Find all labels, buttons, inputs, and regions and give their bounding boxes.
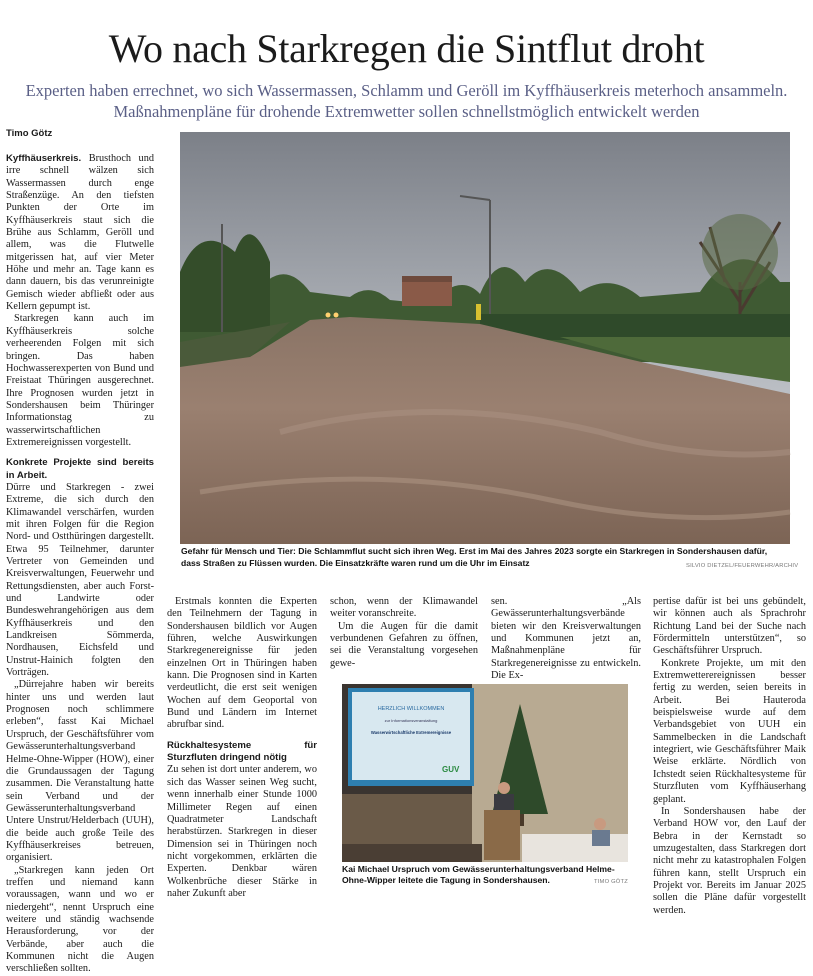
flood-photo	[180, 132, 790, 544]
paragraph: Starkregen kann auch im Kyffhäuserkreis solche verheerenden Folgen mit sich bringen. Das haben Hochwasserexperten von Bund und Freistaat Thüringen ausgerechnet. Ihre Prognosen wurden jetzt in Sondershausen beim Thüringer Informationstag zu wasserwirtschaftlichen Extremereignissen vorgestellt.	[6, 313, 154, 448]
article-column-5	[653, 596, 806, 916]
paragraph: Dürre und Starkregen - zwei Extreme, die sich durch den Klimawandel verschärfen, wurden mit ihren Folgen für die Region Nord- und Ostthüringen dargestellt. Etwa 95 Teilnehmer, darunter Vertreter von Gemeinden und Kreisverwaltungen, Feuerwehr und Rettungsdiensten, aber auch Forst- und Landwirte oder Bundeswehrangehörigen aus dem Kyffhäuserkreis und den Landkreisen Sömmerda, Nordhausen, Eichsfeld und Unstrut-Hainich folgten den Vorträgen.	[6, 481, 154, 679]
article-column-1	[6, 153, 154, 975]
paragraph: Konkrete Projekte, um mit den Extremwetterereignissen besser fertig zu werden, seien bereits in Arbeit. Bei Hauteroda beispielsweise wurde auf dem Verbandsgebiet von UUH ein Sammelbecken in die Landschaft integriert, wie Geschäftsführer Maik Weise erklärte. Nördlich von Ichstedt seien Rückhaltesysteme für Sturzfluten vom Kyffhäuserhang geplant.	[653, 657, 806, 805]
conference-photo-caption: Kai Michael Urspruch vom Gewässerunterhaltungsverband Helme-Ohne-Wipper leitete die Tagung in Sondershausen.	[342, 864, 615, 885]
paragraph: Zu sehen ist dort unter anderem, wo sich das Wasser seinen Weg sucht, wenn innerhalb einer Stunde 1000 Millimeter Regen auf einen Quadratmeter Landschaft herabstürzen. Starkregen in dieser Dimension sei in Thüringen noch nicht vorgekommen, erklärten die Experten. Denkbar wären Wolkenbrüche dieser Stärke in naher Zukunft aber	[167, 764, 317, 899]
flood-photo-credit: SILVIO DIETZEL/FEUERWEHR/ARCHIV	[686, 563, 799, 569]
paragraph: Um die Augen für die damit verbundenen Gefahren zu öffnen, sei die Veranstaltung vorgesehen gewe-	[330, 620, 478, 669]
paragraph: schon, wenn der Klimawandel weiter voranschreite.	[330, 596, 478, 620]
screen-logo: GUV	[442, 765, 460, 774]
article-column-2	[167, 596, 317, 899]
subheading: Konkrete Projekte sind bereits in Arbeit.	[6, 457, 154, 481]
paragraph: In Sondershausen habe der Verband HOW vor, den Lauf der Bebra in der Kernstadt so umzugestalten, dass Starkregen dort nicht mehr zu katastrophalen Folgen führen kann, stellt Urspruch ein Projekt vor. Bereits im Januar 2025 sollen die Pläne dafür vorgestellt werden.	[653, 805, 806, 916]
headline: Wo nach Starkregen die Sintflut droht	[108, 26, 705, 71]
conference-photo	[342, 684, 628, 862]
author-byline: Timo Götz	[6, 128, 53, 139]
screen-topic: Wasserwirtschaftliche Extremereignisse	[370, 730, 452, 735]
paragraph: „Starkregen kann jeden Ort treffen und niemand kann voraussagen, wann und wo er niedergeht“, nennt Urspruch eine weitere und ständig wachsende Herausforderung, vor der Verbände, aber auch die Kommunen nicht die Augen verschließen sollten.	[6, 864, 154, 975]
paragraph: Brusthoch und irre schnell wälzen sich Wassermassen durch enge Straßenzüge. An den tiefsten Punkten der Orte im Kyffhäuserkreis staut sich die Brühe aus Schlamm, Geröll und allem, was die Flutwelle mitgerissen hat, auf vier Meter Höhe und mehr an. Tage kann es dann dauern, bis das verunreinigte Gemisch wieder abfließt oder aus Kellern gepumpt ist.	[6, 153, 154, 313]
article-column-4	[491, 596, 641, 682]
flood-photo-caption: Gefahr für Mensch und Tier: Die Schlammflut sucht sich ihren Weg. Erst im Mai des Jahres 2023 sorgte ein Starkregen in Sondershausen dafür, dass Straßen zu Flüssen wurden. Die Einsatzkräfte waren rund um die Uhr im Einsatz	[181, 546, 768, 568]
paragraph: „Dürrejahre haben wir bereits hinter uns und werden laut Prognosen noch schlimmere erleben“, fasst Kai Michael Urspruch, der Geschäftsführer vom Gewässerunterhaltungsverband Helme-Ohne-Wipper (HOW), einer die Grundaussagen der Tagung zusammen. Die Veranstaltung hatte sein Verband und der Gewässerunterhaltungsverband Untere Unstrut/Helderbach (UUH), die beide auch große Teile des Kyffhäuserkreises betreuen, organisiert.	[6, 679, 154, 864]
subheadline-line-2: Maßnahmenpläne für drohende Extremwetter sollen schnellstmöglich entwickelt werden	[113, 102, 700, 121]
screen-title: HERZLICH WILLKOMMEN	[377, 706, 445, 712]
screen-subtitle: zur Informationsveranstaltung	[384, 718, 438, 723]
paragraph: Erstmals konnten die Experten den Teilnehmern der Tagung in Sondershausen bildlich vor Augen führen, welche Auswirkungen Starkregenereignisse für jeden einzelnen Ort in Thüringen haben kann. Die Prognosen sind in Karten verdeutlicht, die erst seit wenigen Wochen auf dem Geoportal von Bund und Ländern im Internet abrufbar sind.	[167, 596, 317, 731]
dateline: Kyffhäuserkreis.	[6, 153, 82, 164]
article-column-3	[330, 596, 478, 676]
subheading: Rückhaltesysteme für Sturzfluten dringend nötig	[167, 739, 317, 764]
subheadline-line-1: Experten haben errechnet, wo sich Wassermassen, Schlamm und Geröll im Kyffhäuserkreis meterhoch ansammeln.	[25, 81, 788, 100]
conference-photo-credit: TIMO GÖTZ	[594, 879, 628, 885]
paragraph: pertise dafür ist bei uns gebündelt, wir können auch als Sprachrohr Richtung Land bei der Suche nach Fördermitteln unterstützen“, so Geschäftsführer Urspruch.	[653, 596, 806, 657]
paragraph: sen. „Als Gewässerunterhaltungsverbände bieten wir den Kreisverwaltungen und Kommunen jetzt an, Maßnahmenpläne für Starkregenereignisse zu entwickeln. Die Ex-	[491, 596, 641, 682]
